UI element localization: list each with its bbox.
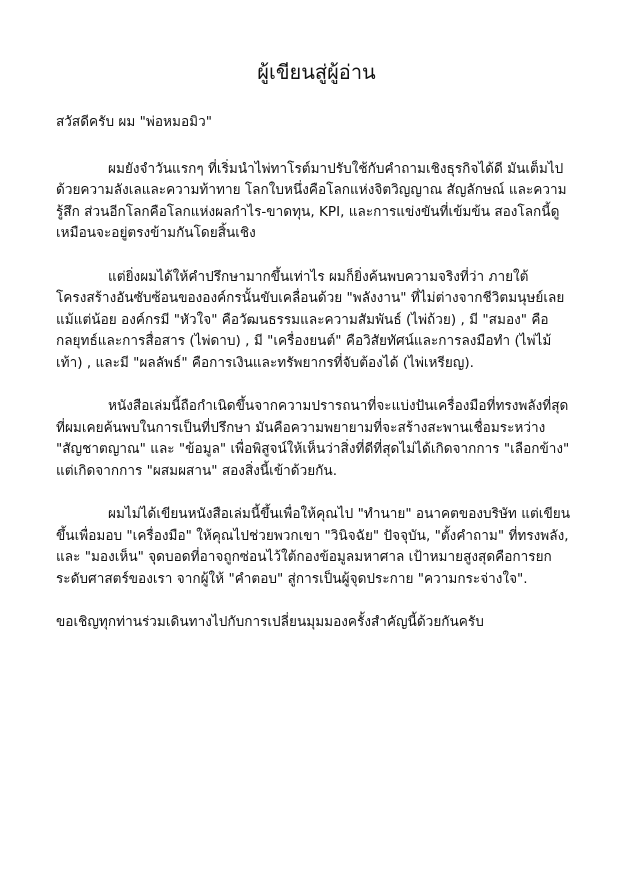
paragraph-4: ผมไม่ได้เขียนหนังสือเล่มนี้ขึ้นเพื่อให้คุณไป "ทำนาย" อนาคตของบริษัท แต่เขียนขึ้นเพื่อมอบ "เครื่องมือ" ให้คุณไปช่วยพวกเขา "วินิจฉัย" ปัจจุบัน, "ตั้งคำถาม" ที่ทรงพลัง, และ "มองเห็น" จุดบอดที่อาจถูกซ่อนไว้ใต้กองข้อมูลมหาศาล เป้าหมายสูงสุดคือการยกระดับศาสตร์ของเรา จากผู้ให้ "คำตอบ" สู่การเป็นผู้จุดประกาย "ความกระจ่างใจ". xyxy=(56,506,570,587)
page-title: ผู้เขียนสู่ผู้อ่าน xyxy=(257,60,376,84)
paragraph-2: แต่ยิ่งผมได้ให้คำปรึกษามากขึ้นเท่าไร ผมก็ยิ่งค้นพบความจริงที่ว่า ภายใต้โครงสร้างอันซับซ้อนขององค์กรนั้นขับเคลื่อนด้วย "พลังงาน" ที่ไม่ต่างจากชีวิตมนุษย์เลยแม้แต่น้อย องค์กรมี "หัวใจ" คือวัฒนธรรมและความสัมพันธ์ (ไพ่ถ้วย) , มี "สมอง" คือกลยุทธ์และการสื่อสาร (ไพ่ดาบ) , มี "เครื่องยนต์" คือวิสัยทัศน์และการลงมือทำ (ไพ่ไม้เท้า) , และมี "ผลลัพธ์" คือการเงินและทรัพยากรที่จับต้องได้ (ไพ่เหรียญ). xyxy=(56,268,565,371)
greeting-line: สวัสดีครับ ผม "พ่อหมอมิว" xyxy=(56,114,212,130)
paragraph-3: หนังสือเล่มนี้ถือกำเนิดขึ้นจากความปรารถนาที่จะแบ่งปันเครื่องมือที่ทรงพลังที่สุดที่ผมเคยค้นพบในการเป็นที่ปรึกษา มันคือความพยายามที่จะสร้างสะพานเชื่อมระหว่าง "สัญชาตญาณ" และ "ข้อมูล" เพื่อพิสูจน์ให้เห็นว่าสิ่งที่ดีที่สุดไม่ได้เกิดจากการ "เลือกข้าง" แต่เกิดจากการ "ผสมผสาน" สองสิ่งนี้เข้าด้วยกัน. xyxy=(56,398,570,479)
paragraph-1: ผมยังจำวันแรกๆ ที่เริ่มนำไพ่ทาโรต์มาปรับใช้กับคำถามเชิงธุรกิจได้ดี มันเต็มไปด้วยความลังเลและความท้าทาย โลกใบหนึ่งคือโลกแห่งจิตวิญญาณ สัญลักษณ์ และความรู้สึก ส่วนอีกโลกคือโลกแห่งผลกำไร-ขาดทุน, KPI, และการแข่งขันที่เข้มข้น สองโลกนี้ดูเหมือนจะอยู่ตรงข้ามกันโดยสิ้นเชิง xyxy=(56,160,567,241)
closing-line: ขอเชิญทุกท่านร่วมเดินทางไปกับการเปลี่ยนมุมมองครั้งสำคัญนี้ด้วยกันครับ xyxy=(56,614,484,630)
